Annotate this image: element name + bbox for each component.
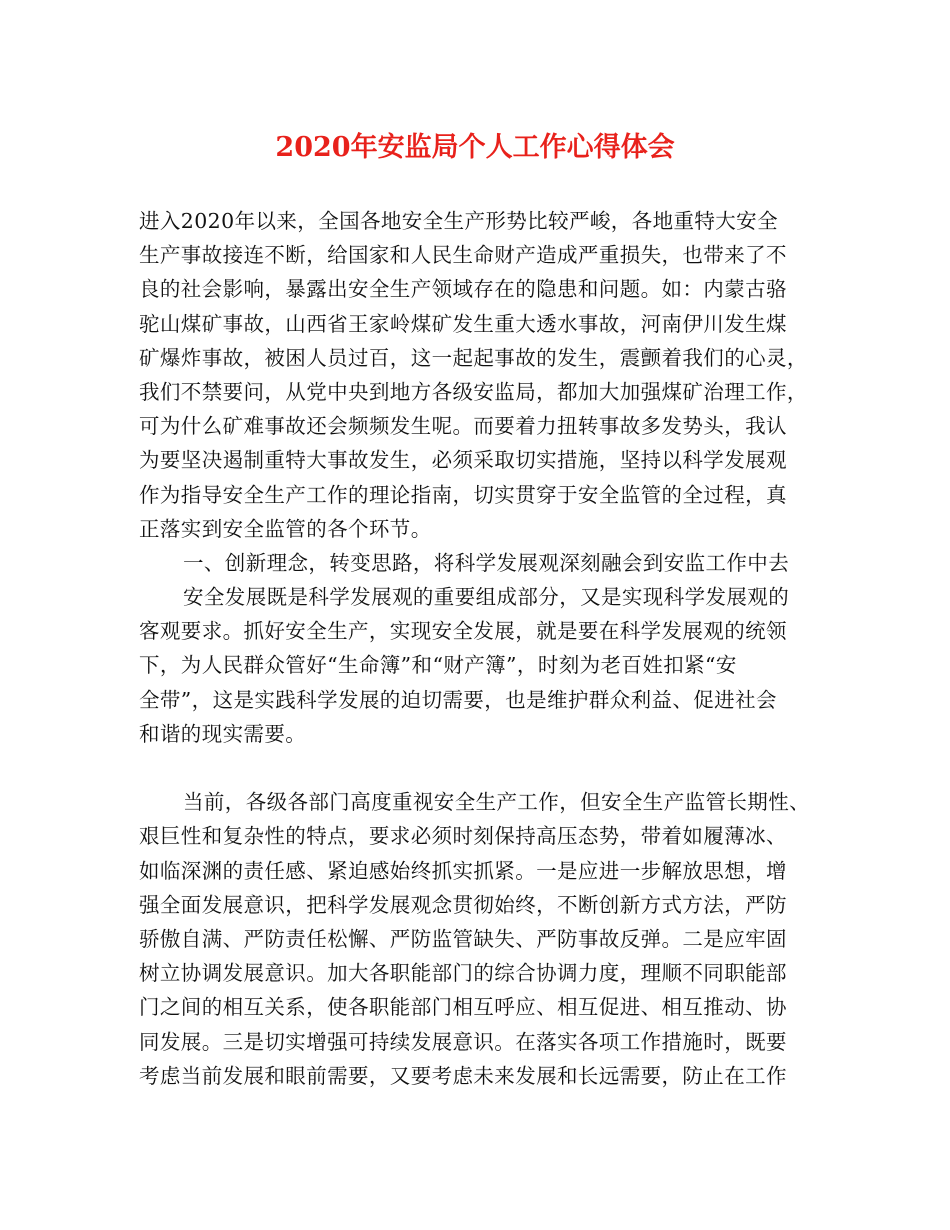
body-line: 生产事故接连不断，给国家和人民生命财产造成严重损失，也带来了不 [139,243,787,268]
body-line: 当前，各级各部门高度重视安全生产工作，但安全生产监管长期性、 [183,790,810,815]
body-line: 下，为人民群众管好“生命簿”和“财产簿”，时刻为老百姓扣紧“安 [139,653,737,678]
body-line: 全带”，这是实践科学发展的迫切需要，也是维护群众利益、促进社会 [139,687,777,712]
body-line: 进入2020年以来，全国各地安全生产形势比较严峻，各地重特大安全 [139,209,778,233]
body-line: 矿爆炸事故，被困人员过百，这一起起事故的发生，震颤着我们的心灵， [139,345,808,370]
body-line: 为要坚决遏制重特大事故发生，必须采取切实措施，坚持以科学发展观 [139,448,787,473]
body-line: 正落实到安全监管的各个环节。 [139,516,432,541]
document-body [139,204,831,1093]
body-line: 作为指导安全生产工作的理论指南，切实贯穿于安全监管的全过程，真 [139,482,787,507]
body-line: 客观要求。抓好安全生产，实现安全发展，就是要在科学发展观的统领 [139,619,787,644]
body-line: 骄傲自满、严防责任松懈、严防监管缺失、严防事故反弹。二是应牢固 [139,926,787,951]
body-line: 门之间的相互关系，使各职能部门相互呼应、相互促进、相互推动、协 [139,995,787,1020]
body-line: 强全面发展意识，把科学发展观念贯彻始终，不断创新方式方法，严防 [139,892,787,917]
body-line: 和谐的现实需要。 [139,721,307,746]
body-line: 如临深渊的责任感、紧迫感始终抓实抓紧。一是应进一步解放思想，增 [139,858,787,883]
body-line: 我们不禁要问，从党中央到地方各级安监局，都加大加强煤矿治理工作， [139,379,808,404]
body-line: 同发展。三是切实增强可持续发展意识。在落实各项工作措施时，既要 [139,1029,787,1054]
body-line: 安全发展既是科学发展观的重要组成部分，又是实现科学发展观的 [183,585,790,610]
body-line: 考虑当前发展和眼前需要，又要考虑未来发展和长远需要，防止在工作 [139,1063,787,1088]
body-line: 树立协调发展意识。加大各职能部门的综合协调力度，理顺不同职能部 [139,961,787,986]
body-line: 可为什么矿难事故还会频频发生呢。而要着力扭转事故多发势头，我认 [139,414,787,439]
body-line: 驼山煤矿事故，山西省王家岭煤矿发生重大透水事故，河南伊川发生煤 [139,311,787,336]
paragraph-spacer [139,751,831,785]
section-heading: 一、创新理念，转变思路，将科学发展观深刻融会到安监工作中去 [183,550,790,575]
document-title: 2020年安监局个人工作心得体会 [275,132,675,163]
body-line: 艰巨性和复杂性的特点，要求必须时刻保持高压态势，带着如履薄冰、 [139,824,787,849]
body-line: 良的社会影响，暴露出安全生产领域存在的隐患和问题。如：内蒙古骆 [139,277,787,302]
